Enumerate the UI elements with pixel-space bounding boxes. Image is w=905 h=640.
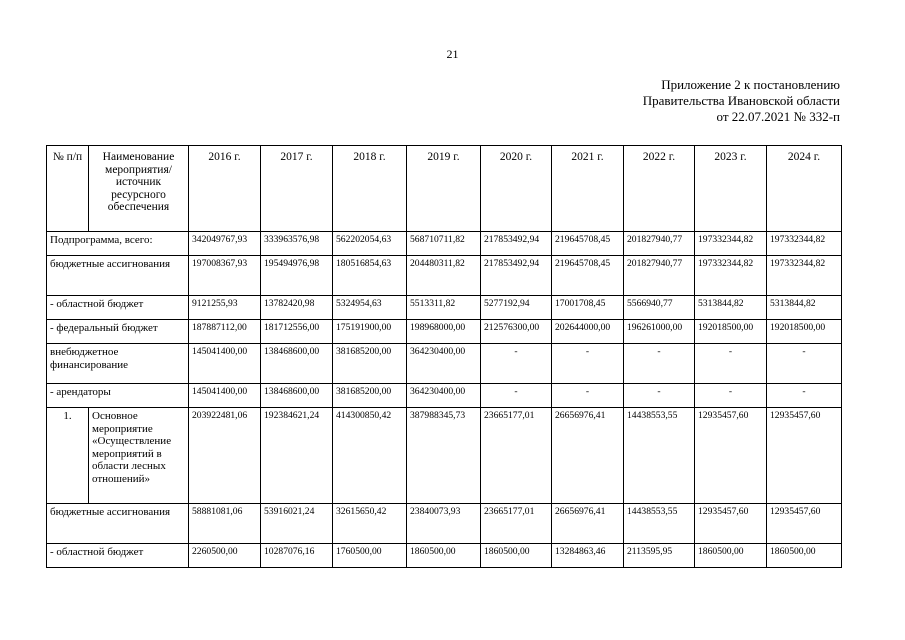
table-row [47, 504, 842, 544]
header-year: 2016 г. [189, 146, 261, 232]
value-cell: 192018500,00 [767, 320, 842, 344]
value-cell: 2113595,95 [624, 544, 695, 568]
value-cell: 5277192,94 [481, 296, 552, 320]
header-year: 2020 г. [481, 146, 552, 232]
value-cell: 197332344,82 [767, 256, 842, 296]
value-cell: 53916021,24 [261, 504, 333, 544]
value-cell: 219645708,45 [552, 232, 624, 256]
value-cell: 1860500,00 [695, 544, 767, 568]
value-cell: 198968000,00 [407, 320, 481, 344]
value-cell: 192384621,24 [261, 408, 333, 504]
value-cell: 203922481,06 [189, 408, 261, 504]
appendix-header [643, 77, 840, 125]
value-cell: 333963576,98 [261, 232, 333, 256]
row-label: внебюджетное финансирование [47, 344, 189, 384]
value-cell: 12935457,60 [695, 408, 767, 504]
value-cell: 5313844,82 [695, 296, 767, 320]
event-name: Основное мероприятие «Осуществление мероприятий в области лесных отношений» [89, 408, 189, 504]
row-label: бюджетные ассигнования [47, 256, 189, 296]
value-cell: 23840073,93 [407, 504, 481, 544]
header-year: 2017 г. [261, 146, 333, 232]
value-cell: 5313844,82 [767, 296, 842, 320]
value-cell: 12935457,60 [767, 504, 842, 544]
appendix-line: от 22.07.2021 № 332-п [716, 109, 840, 124]
value-cell: 195494976,98 [261, 256, 333, 296]
header-year: 2021 г. [552, 146, 624, 232]
value-cell: 1860500,00 [767, 544, 842, 568]
value-cell: 26656976,41 [552, 504, 624, 544]
value-cell: 192018500,00 [695, 320, 767, 344]
value-cell: 26656976,41 [552, 408, 624, 504]
page-number: 21 [446, 47, 459, 61]
value-cell: 12935457,60 [767, 408, 842, 504]
value-cell: 212576300,00 [481, 320, 552, 344]
value-cell: 187887112,00 [189, 320, 261, 344]
value-cell: 181712556,00 [261, 320, 333, 344]
table-row [47, 544, 842, 568]
value-cell: 381685200,00 [333, 384, 407, 408]
value-cell: - [552, 344, 624, 384]
value-cell: 364230400,00 [407, 384, 481, 408]
value-cell: 201827940,77 [624, 232, 695, 256]
value-cell: - [695, 384, 767, 408]
event-index: 1. [47, 408, 89, 504]
value-cell: 13284863,46 [552, 544, 624, 568]
value-cell: 5513311,82 [407, 296, 481, 320]
value-cell: 342049767,93 [189, 232, 261, 256]
value-cell: 180516854,63 [333, 256, 407, 296]
table-row [47, 256, 842, 296]
value-cell: 138468600,00 [261, 384, 333, 408]
value-cell: 23665177,01 [481, 504, 552, 544]
appendix-line: Правительства Ивановской области [642, 93, 840, 108]
table-row [47, 296, 842, 320]
value-cell: - [624, 344, 695, 384]
budget-table [46, 145, 842, 568]
value-cell: 217853492,94 [481, 232, 552, 256]
header-row [47, 146, 842, 232]
value-cell: - [767, 384, 842, 408]
value-cell: 145041400,00 [189, 344, 261, 384]
value-cell: 32615650,42 [333, 504, 407, 544]
row-label: - областной бюджет [47, 296, 189, 320]
value-cell: - [481, 344, 552, 384]
value-cell: 5566940,77 [624, 296, 695, 320]
value-cell: 5324954,63 [333, 296, 407, 320]
value-cell: 9121255,93 [189, 296, 261, 320]
value-cell: 562202054,63 [333, 232, 407, 256]
value-cell: 202644000,00 [552, 320, 624, 344]
value-cell: 219645708,45 [552, 256, 624, 296]
header-name: Наименование мероприятия/ источник ресурсного обеспечения [89, 146, 189, 232]
table-row [47, 384, 842, 408]
value-cell: - [624, 384, 695, 408]
table-row [47, 344, 842, 384]
value-cell: 414300850,42 [333, 408, 407, 504]
value-cell: 568710711,82 [407, 232, 481, 256]
table-row [47, 320, 842, 344]
value-cell: 364230400,00 [407, 344, 481, 384]
value-cell: 58881081,06 [189, 504, 261, 544]
row-label: - федеральный бюджет [47, 320, 189, 344]
header-number: № п/п [47, 146, 89, 232]
value-cell: 1760500,00 [333, 544, 407, 568]
value-cell: 14438553,55 [624, 504, 695, 544]
table-row [47, 232, 842, 256]
value-cell: 145041400,00 [189, 384, 261, 408]
value-cell: 201827940,77 [624, 256, 695, 296]
header-year: 2019 г. [407, 146, 481, 232]
value-cell: 13782420,98 [261, 296, 333, 320]
value-cell: 1860500,00 [407, 544, 481, 568]
value-cell: 175191900,00 [333, 320, 407, 344]
value-cell: 10287076,16 [261, 544, 333, 568]
value-cell: 14438553,55 [624, 408, 695, 504]
value-cell: 217853492,94 [481, 256, 552, 296]
header-year: 2024 г. [767, 146, 842, 232]
value-cell: 387988345,73 [407, 408, 481, 504]
value-cell: 138468600,00 [261, 344, 333, 384]
value-cell: 197332344,82 [695, 256, 767, 296]
value-cell: 2260500,00 [189, 544, 261, 568]
value-cell: - [481, 384, 552, 408]
row-label: Подпрограмма, всего: [47, 232, 189, 256]
row-label: - областной бюджет [47, 544, 189, 568]
header-year: 2022 г. [624, 146, 695, 232]
value-cell: 204480311,82 [407, 256, 481, 296]
header-year: 2023 г. [695, 146, 767, 232]
value-cell: 196261000,00 [624, 320, 695, 344]
row-label: - арендаторы [47, 384, 189, 408]
value-cell: 197332344,82 [767, 232, 842, 256]
value-cell: 23665177,01 [481, 408, 552, 504]
event-row [47, 408, 842, 504]
row-label: бюджетные ассигнования [47, 504, 189, 544]
value-cell: 381685200,00 [333, 344, 407, 384]
value-cell: 197332344,82 [695, 232, 767, 256]
value-cell: - [695, 344, 767, 384]
appendix-line: Приложение 2 к постановлению [661, 77, 840, 92]
value-cell: - [552, 384, 624, 408]
value-cell: 197008367,93 [189, 256, 261, 296]
header-year: 2018 г. [333, 146, 407, 232]
value-cell: 12935457,60 [695, 504, 767, 544]
value-cell: 1860500,00 [481, 544, 552, 568]
value-cell: - [767, 344, 842, 384]
value-cell: 17001708,45 [552, 296, 624, 320]
